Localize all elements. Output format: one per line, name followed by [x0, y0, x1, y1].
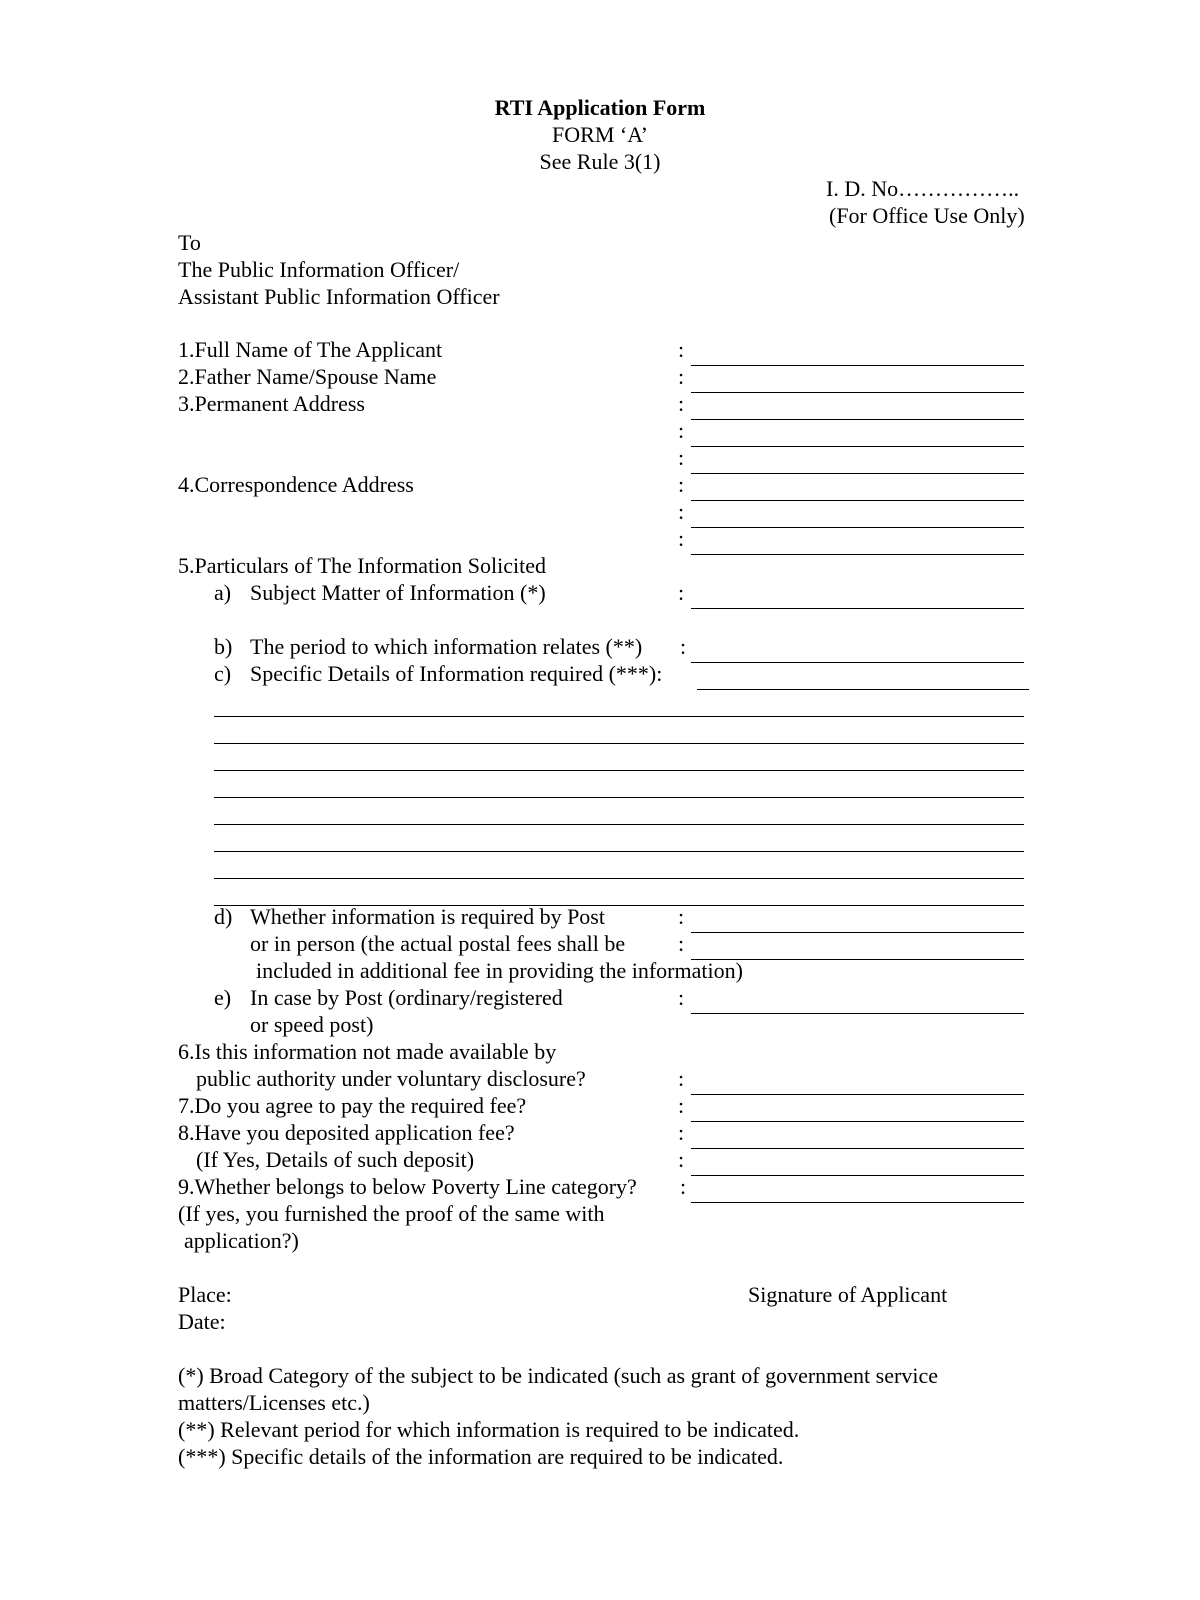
field-father-name-label: 2.Father Name/Spouse Name — [178, 364, 437, 389]
item-marker: e) — [214, 985, 232, 1010]
colon: : — [678, 1120, 685, 1145]
permanent-address-input-line[interactable] — [691, 446, 1024, 447]
full-name-input-line[interactable] — [691, 365, 1024, 366]
field-post-or-person-label: or in person (the actual postal fees shall be — [250, 931, 626, 956]
father-name-input-line[interactable] — [691, 392, 1024, 393]
deposited-fee-input-line[interactable] — [691, 1148, 1024, 1149]
colon: : — [678, 580, 685, 605]
period-input-line[interactable] — [691, 662, 1024, 663]
permanent-address-input-line[interactable] — [691, 419, 1024, 420]
signature-label: Signature of Applicant — [748, 1282, 948, 1307]
correspondence-address-input-line[interactable] — [691, 527, 1024, 528]
field-agree-fee-label: 7.Do you agree to pay the required fee? — [178, 1093, 527, 1118]
colon: : — [678, 391, 685, 416]
item-marker: a) — [214, 580, 232, 605]
addressee-line-1: The Public Information Officer/ — [178, 257, 460, 282]
details-writing-line[interactable] — [214, 716, 1024, 717]
colon: : — [678, 445, 685, 470]
post-type-input-line[interactable] — [691, 1013, 1024, 1014]
footnote: (***) Specific details of the information are required to be indicated. — [178, 1444, 784, 1469]
colon: : — [678, 931, 685, 956]
field-particulars-label: 5.Particulars of The Information Solicited — [178, 553, 547, 578]
field-bpl-label: 9.Whether belongs to below Poverty Line category? — [178, 1174, 637, 1199]
correspondence-address-input-line[interactable] — [691, 500, 1024, 501]
voluntary-disclosure-input-line[interactable] — [691, 1094, 1024, 1095]
place-label: Place: — [178, 1282, 232, 1307]
field-post-or-person-label: included in additional fee in providing the information) — [256, 958, 743, 983]
field-post-or-person-label: Whether information is required by Post — [250, 904, 605, 929]
details-writing-line[interactable] — [214, 770, 1024, 771]
specific-details-input-line[interactable] — [697, 689, 1029, 690]
office-use-note: (For Office Use Only) — [829, 203, 1025, 228]
colon: : — [678, 904, 685, 929]
field-deposited-fee-label: (If Yes, Details of such deposit) — [196, 1147, 475, 1172]
colon: : — [678, 418, 685, 443]
colon: : — [678, 364, 685, 389]
form-title: RTI Application Form — [494, 95, 706, 120]
agree-fee-input-line[interactable] — [691, 1121, 1024, 1122]
details-writing-line[interactable] — [214, 851, 1024, 852]
addressee-line-2: Assistant Public Information Officer — [178, 284, 500, 309]
deposit-details-input-line[interactable] — [691, 1175, 1024, 1176]
colon: : — [678, 337, 685, 362]
field-period-label: The period to which information relates (**) — [250, 634, 643, 659]
colon: : — [678, 499, 685, 524]
item-marker: c) — [214, 661, 232, 686]
colon: : — [678, 472, 685, 497]
colon: : — [680, 1174, 687, 1199]
item-marker: b) — [214, 634, 233, 659]
colon: : — [678, 1093, 685, 1118]
addressee-to: To — [178, 230, 201, 255]
field-bpl-label: (If yes, you furnished the proof of the same with — [178, 1201, 605, 1226]
field-subject-matter-label: Subject Matter of Information (*) — [250, 580, 546, 605]
field-post-type-label: or speed post) — [250, 1012, 374, 1037]
field-voluntary-disclosure-label: public authority under voluntary disclosure? — [196, 1066, 586, 1091]
colon: : — [678, 985, 685, 1010]
field-full-name-label: 1.Full Name of The Applicant — [178, 337, 443, 362]
rule-reference: See Rule 3(1) — [539, 149, 661, 174]
subject-matter-input-line[interactable] — [691, 608, 1024, 609]
date-label: Date: — [178, 1309, 226, 1334]
details-writing-line[interactable] — [214, 743, 1024, 744]
correspondence-address-input-line[interactable] — [691, 554, 1024, 555]
details-writing-line[interactable] — [214, 878, 1024, 879]
colon: : — [678, 526, 685, 551]
field-specific-details-label: Specific Details of Information required (***): — [250, 661, 663, 686]
field-voluntary-disclosure-label: 6.Is this information not made available by — [178, 1039, 557, 1064]
colon: : — [680, 634, 687, 659]
bpl-input-line[interactable] — [691, 1202, 1024, 1203]
post-or-person-input-line[interactable] — [691, 932, 1024, 933]
field-post-type-label: In case by Post (ordinary/registered — [250, 985, 563, 1010]
footnote: (**) Relevant period for which information is required to be indicated. — [178, 1417, 800, 1442]
field-bpl-label: application?) — [184, 1228, 299, 1253]
footnote: (*) Broad Category of the subject to be indicated (such as grant of government service — [178, 1363, 938, 1388]
form-code: FORM ‘A’ — [552, 122, 648, 147]
colon: : — [678, 1147, 685, 1172]
id-number-label: I. D. No…………….. — [826, 176, 1020, 201]
footnote: matters/Licenses etc.) — [178, 1390, 370, 1415]
colon: : — [678, 1066, 685, 1091]
permanent-address-input-line[interactable] — [691, 473, 1024, 474]
details-writing-line[interactable] — [214, 797, 1024, 798]
field-deposited-fee-label: 8.Have you deposited application fee? — [178, 1120, 515, 1145]
field-permanent-address-label: 3.Permanent Address — [178, 391, 365, 416]
details-writing-line[interactable] — [214, 824, 1024, 825]
item-marker: d) — [214, 904, 233, 929]
field-correspondence-address-label: 4.Correspondence Address — [178, 472, 414, 497]
